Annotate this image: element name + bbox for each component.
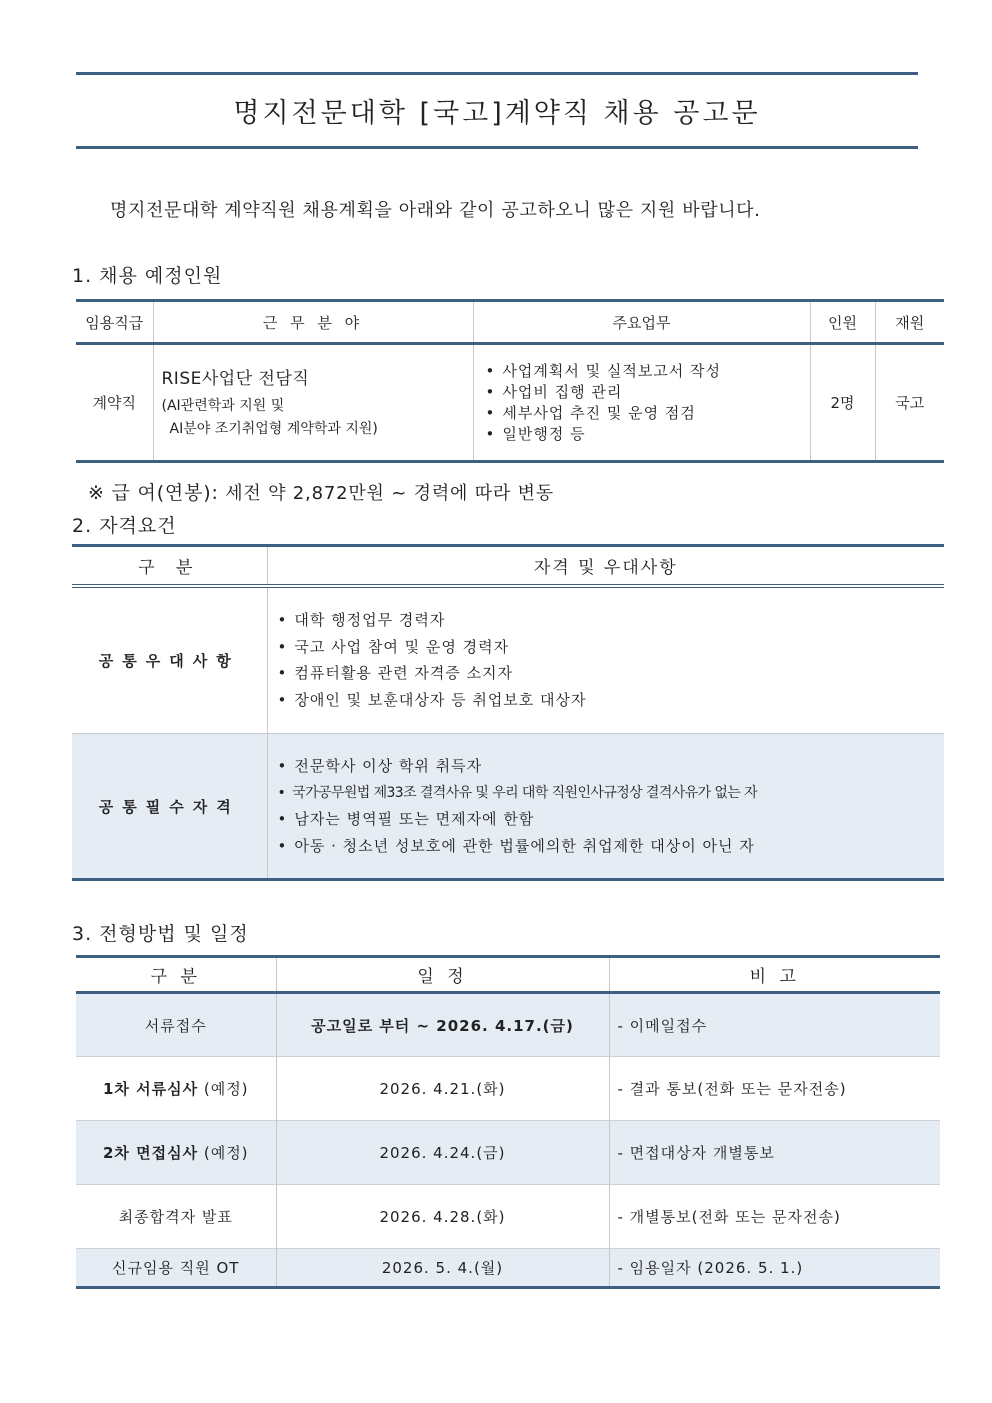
stage-cell: [76, 1185, 276, 1249]
schedule-table: [76, 955, 940, 1289]
date-cell: 2026. 4.21.(화): [276, 1057, 609, 1121]
field-sub2: AI분야 조기취업형 계약학과 지원): [169, 421, 378, 437]
qualification-table: [72, 544, 944, 881]
field-title: RISE사업단 전담직: [161, 369, 310, 389]
header-date: 일 정: [276, 957, 609, 993]
header-duties: 주요업무: [473, 301, 810, 344]
table-row: [76, 344, 944, 462]
table-row: [76, 1121, 940, 1185]
header-field: 근 무 분 야: [153, 301, 473, 344]
section3-heading: 3. 전형방법 및 일정: [72, 923, 249, 945]
funding-cell: 국고: [875, 344, 944, 462]
table-row: [76, 1057, 940, 1121]
stage-name: 신규임용 직원 OT: [112, 1259, 240, 1277]
duties-cell: [473, 344, 810, 462]
section1-heading: 1. 채용 예정인원: [72, 265, 223, 287]
required-list: [268, 753, 945, 859]
hiring-table-header: [76, 301, 944, 344]
date-text: 공고일로 부터 ~ 2026. 4.17.(금): [311, 1016, 574, 1035]
note-cell: - 임용일자 (2026. 5. 1.): [609, 1249, 940, 1288]
table-row: [76, 1185, 940, 1249]
list-item: • 아동 · 청소년 성보호에 관한 법률에의한 취업제한 대상이 아닌 자: [278, 833, 945, 860]
stage-name: 1차 서류심사: [102, 1080, 199, 1098]
stage-cell: [76, 993, 276, 1057]
preferred-list: [268, 607, 945, 713]
list-item: • 일반행정 등: [486, 424, 810, 445]
list-item: • 사업비 집행 관리: [486, 382, 810, 403]
note-cell: - 결과 통보(전화 또는 문자전송): [609, 1057, 940, 1121]
field-sub1: (AI관련학과 지원 및: [161, 398, 285, 414]
page-title: 명지전문대학 [국고]계약직 채용 공고문: [233, 98, 761, 129]
header-category: 구 분: [72, 546, 267, 586]
list-item: • 국가공무원법 제33조 결격사유 및 우리 대학 직원인사규정상 결격사유가 없는 자: [278, 780, 945, 807]
count-cell: 2명: [810, 344, 875, 462]
note-cell: - 개별통보(전화 또는 문자전송): [609, 1185, 940, 1249]
list-item: • 컴퓨터활용 관련 자격증 소지자: [278, 660, 945, 687]
note-cell: - 면접대상자 개별통보: [609, 1121, 940, 1185]
list-item: • 국고 사업 참여 및 운영 경력자: [278, 634, 945, 661]
salary-label: ※ 급 여(연봉):: [88, 482, 219, 504]
table-row: [72, 734, 944, 880]
preferred-cell: [267, 586, 944, 734]
date-cell: 2026. 4.24.(금): [276, 1121, 609, 1185]
header-note: 비 고: [609, 957, 940, 993]
stage-note: (예정): [198, 1144, 249, 1162]
duties-list: [474, 361, 810, 445]
note-cell: - 이메일접수: [609, 993, 940, 1057]
stage-name: 서류접수: [144, 1016, 207, 1035]
header-grade: 임용직급: [76, 301, 153, 344]
date-cell: 2026. 4.28.(화): [276, 1185, 609, 1249]
required-cell: [267, 734, 944, 880]
intro-text: 명지전문대학 계약직원 채용계획을 아래와 같이 공고하오니 많은 지원 바랍니다.: [110, 200, 761, 221]
header-count: 인원: [810, 301, 875, 344]
stage-note: (예정): [198, 1080, 249, 1098]
salary-value: 세전 약 2,872만원 ~ 경력에 따라 변동: [225, 483, 554, 504]
date-cell: [276, 993, 609, 1057]
table-row: [76, 1249, 940, 1288]
stage-cell: [76, 1121, 276, 1185]
table-row: [76, 993, 940, 1057]
header-stage: 구 분: [76, 957, 276, 993]
preferred-label: 공통우대사항: [98, 651, 240, 670]
list-item: • 남자는 병역필 또는 면제자에 한함: [278, 806, 945, 833]
field-cell: [153, 344, 473, 462]
list-item: • 장애인 및 보훈대상자 등 취업보호 대상자: [278, 687, 945, 714]
list-item: • 전문학사 이상 학위 취득자: [278, 753, 945, 780]
header-qualification: 자격 및 우대사항: [267, 546, 944, 586]
salary-line: [88, 478, 554, 505]
date-cell: 2026. 5. 4.(월): [276, 1249, 609, 1288]
stage-cell: [76, 1057, 276, 1121]
required-label: 공통필수자격: [72, 734, 267, 880]
grade-cell: 계약직: [92, 394, 136, 412]
stage-cell: [76, 1249, 276, 1288]
list-item: • 대학 행정업무 경력자: [278, 607, 945, 634]
title-box: [76, 72, 918, 149]
list-item: • 세부사업 추진 및 운영 점검: [486, 403, 810, 424]
list-item: • 사업계획서 및 실적보고서 작성: [486, 361, 810, 382]
stage-name: 최종합격자 발표: [118, 1208, 233, 1226]
qualification-table-header: [72, 546, 944, 586]
schedule-table-header: [76, 957, 940, 993]
section2-heading: 2. 자격요건: [72, 515, 177, 537]
hiring-table: [76, 299, 944, 463]
stage-name: 2차 면접심사: [102, 1144, 199, 1162]
table-row: [72, 586, 944, 734]
header-funding: 재원: [875, 301, 944, 344]
